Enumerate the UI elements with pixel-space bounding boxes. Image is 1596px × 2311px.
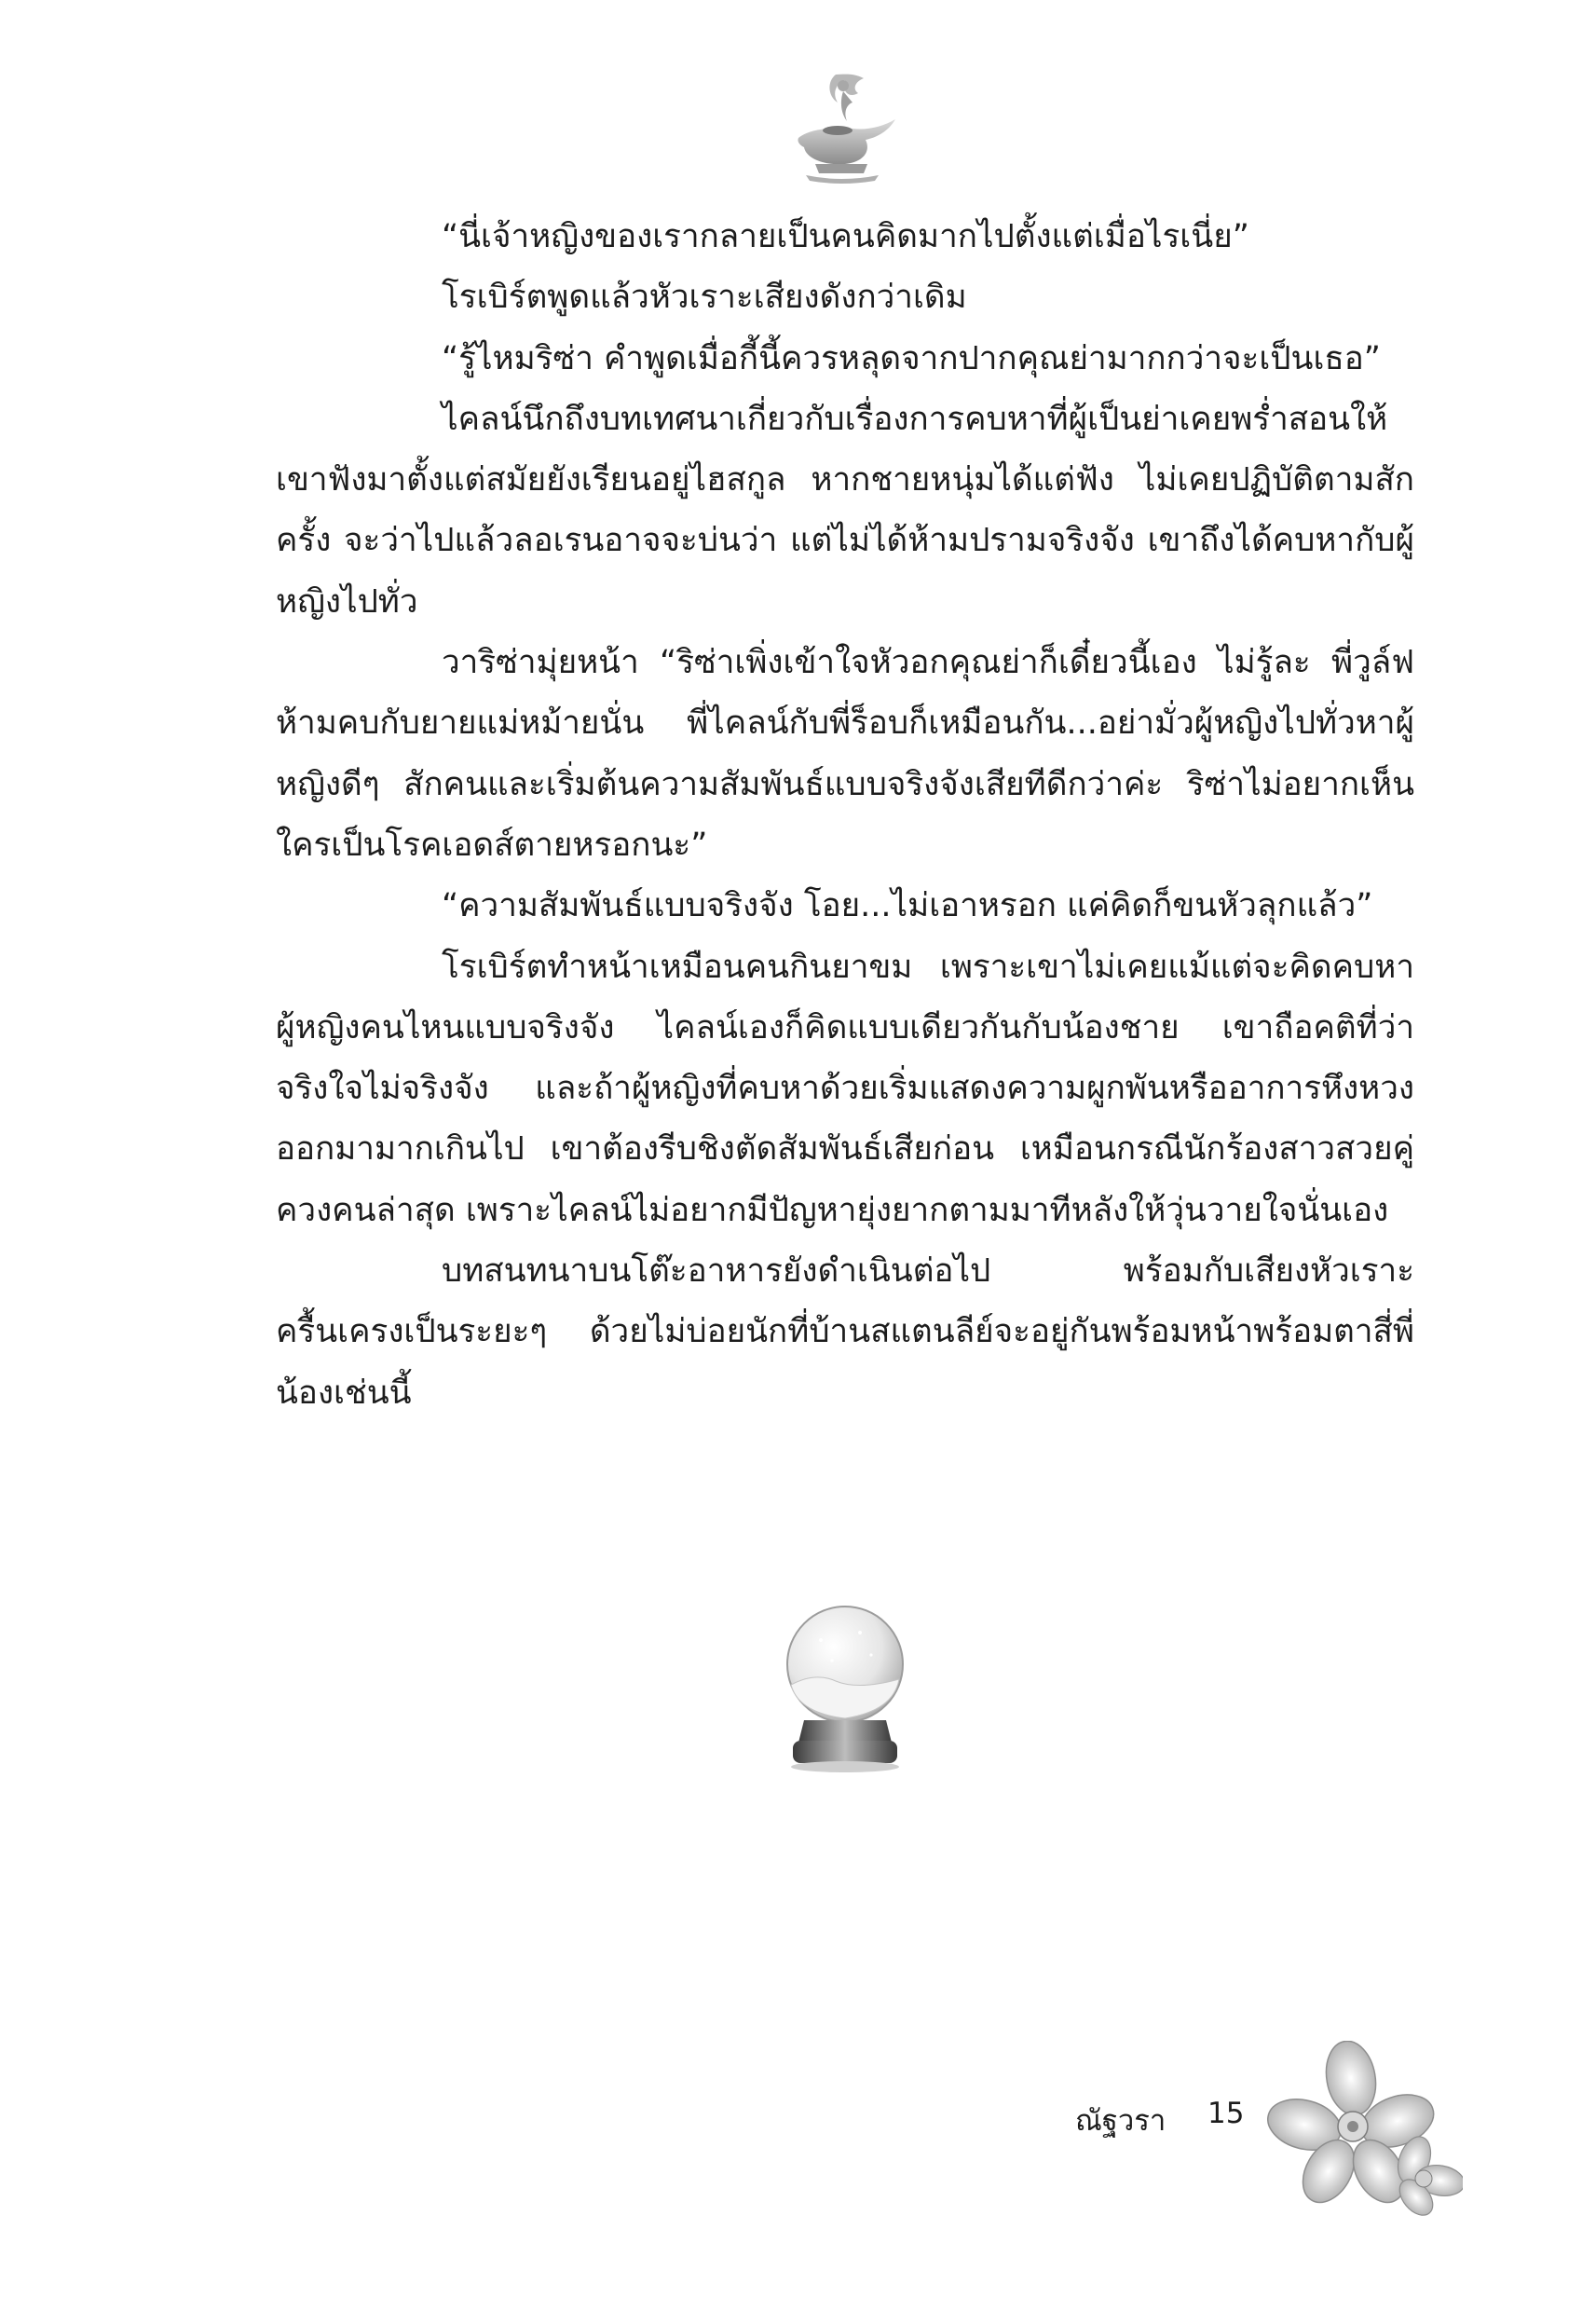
footer-author: ณัฐวรา (1075, 2104, 1166, 2138)
paragraph: “รู้ไหมริซ่า คำพูดเมื่อกี้นี้ควรหลุดจากปากคุณย่ามากกว่าจะเป็นเธอ” (442, 339, 1381, 377)
paragraph: “นี่เจ้าหญิงของเรากลายเป็นคนคิดมากไปตั้งแต่เมื่อไรเนี่ย” (442, 218, 1249, 255)
fairy-teapot-icon (778, 65, 908, 196)
paragraph: ไคลน์นึกถึงบทเทศนาเกี่ยวกับเรื่องการคบหาที่ผู้เป็นย่าเคยพร่ำสอนให้เขาฟังมาตั้งแต่สมัยยังเรียนอยู่ไฮสกูล หากชายหนุ่มได้แต่ฟัง ไม่เคยปฏิบัติตามสักครั้ง จะว่าไปแล้วลอเรนอาจจะบ่นว่า แต่ไม่ได้ห้ามปรามจริงจัง เขาถึงได้คบหากับผู้หญิงไปทั่ว (276, 400, 1414, 621)
paragraph: วาริซ่ามุ่ยหน้า “ริซ่าเพิ่งเข้าใจหัวอกคุณย่าก็เดี๋ยวนี้เอง ไม่รู้ละ พี่วูล์ฟห้ามคบกับยายแม่หม้ายนั่น พี่ไคลน์กับพี่ร็อบก็เหมือนกัน...อย่ามั่วผู้หญิงไปทั่วหาผู้หญิงดีๆ สักคนและเริ่มต้นความสัมพันธ์แบบจริงจังเสียทีดีกว่าค่ะ ริซ่าไม่อยากเห็นใครเป็นโรคเอดส์ตายหรอกนะ” (276, 644, 1414, 864)
orchid-flower-icon (1267, 2041, 1463, 2218)
snow-globe-icon (778, 1603, 913, 1775)
paragraph: โรเบิร์ตพูดแล้วหัวเราะเสียงดังกว่าเดิม (442, 279, 967, 317)
paragraph: โรเบิร์ตทำหน้าเหมือนคนกินยาขม เพราะเขาไม่เคยแม้แต่จะคิดคบหาผู้หญิงคนไหนแบบจริงจัง ไคลน์เองก็คิดแบบเดียวกันกับน้องชาย เขาถือคติที่ว่าจริงใจไม่จริงจัง และถ้าผู้หญิงที่คบหาด้วยเริ่มแสดงความผูกพันหรืออาการหึงหวงออกมามากเกินไป เขาต้องรีบชิงตัดสัมพันธ์เสียก่อน เหมือนกรณีนักร้องสาวสวยคู่ควงคนล่าสุด เพราะไคลน์ไม่อยากมีปัญหายุ่งยากตามมาทีหลังให้วุ่นวายใจนั่นเอง (276, 948, 1414, 1229)
body-text (276, 207, 1414, 1424)
paragraph: บทสนทนาบนโต๊ะอาหารยังดำเนินต่อไป พร้อมกับเสียงหัวเราะครื้นเครงเป็นระยะๆ ด้วยไม่บ่อยนักที่บ้านสแตนลีย์จะอยู่กันพร้อมหน้าพร้อมตาสี่พี่น้องเช่นนี้ (276, 1252, 1414, 1412)
paragraph: “ความสัมพันธ์แบบจริงจัง โอย...ไม่เอาหรอก แค่คิดก็ขนหัวลุกแล้ว” (442, 887, 1373, 925)
page-number: 15 (1207, 2097, 1245, 2130)
